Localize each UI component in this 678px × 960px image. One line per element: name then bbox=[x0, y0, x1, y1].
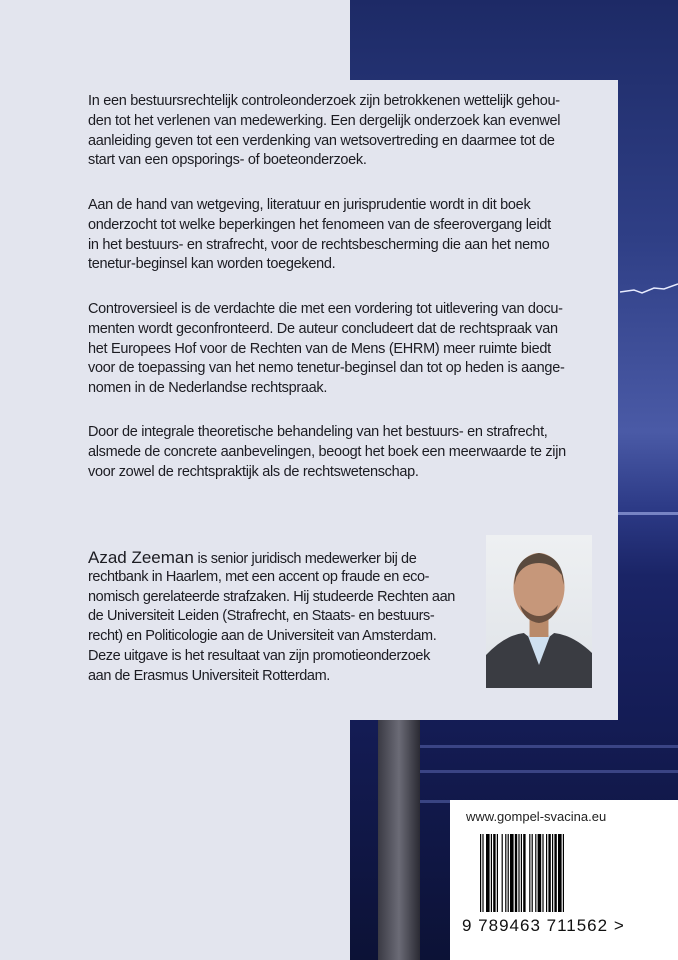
barcode-bar bbox=[546, 834, 547, 912]
text-line: den tot het verlenen van medewerking. Een dergelijk onderzoek kan evenwel bbox=[88, 112, 561, 129]
text-line: menten wordt geconfronteerd. De auteur concludeert dat de rechtspraak van bbox=[88, 320, 558, 337]
barcode-bar bbox=[486, 834, 490, 912]
pier-plank bbox=[420, 745, 678, 748]
text-line: nomisch gerelateerde strafzaken. Hij studeerde Rechten aan bbox=[88, 588, 455, 605]
barcode-bar bbox=[508, 834, 509, 912]
text-line: voor zowel de rechtspraktijk als de rechtswetenschap. bbox=[88, 463, 419, 480]
description-paragraph-4 bbox=[88, 423, 566, 482]
text-line: voor de toepassing van het nemo tenetur-beginsel dan tot op heden is aange- bbox=[88, 360, 565, 377]
text-line: Door de integrale theoretische behandeling van het bestuurs- en strafrecht, bbox=[88, 424, 548, 440]
text-line: in het bestuurs- en strafrecht, voor de rechtsbescherming die aan het nemo bbox=[88, 236, 550, 253]
text-line: In een bestuursrechtelijk controleonderzoek zijn betrokkenen wettelijk gehou- bbox=[88, 93, 560, 109]
description-paragraph-2 bbox=[88, 196, 551, 275]
pier-post bbox=[378, 720, 420, 960]
author-portrait bbox=[486, 535, 592, 688]
text-line: de Universiteit Leiden (Strafrecht, en Staats- en bestuurs- bbox=[88, 608, 435, 625]
isbn-barcode bbox=[480, 834, 600, 912]
barcode-bar bbox=[505, 834, 506, 912]
barcode-bar bbox=[491, 834, 492, 912]
text-line: aan de Erasmus Universiteit Rotterdam. bbox=[88, 667, 330, 684]
text-line: recht) en Politicologie aan de Universiteit van Amsterdam. bbox=[88, 628, 437, 645]
barcode-bar bbox=[529, 834, 530, 912]
text-line: tenetur-beginsel kan worden toegekend. bbox=[88, 256, 336, 273]
pier-plank bbox=[420, 770, 678, 773]
barcode-bar bbox=[521, 834, 522, 912]
text-line: is senior juridisch medewerker bij de bbox=[193, 551, 417, 567]
barcode-bar bbox=[502, 834, 503, 912]
author-bio bbox=[88, 548, 455, 687]
barcode-bar bbox=[532, 834, 533, 912]
text-line: Aan de hand van wetgeving, literatuur en jurisprudentie wordt in dit boek bbox=[88, 197, 531, 213]
barcode-bar bbox=[518, 834, 519, 912]
barcode-bar bbox=[515, 834, 517, 912]
barcode-bar bbox=[538, 834, 542, 912]
barcode-bar bbox=[493, 834, 495, 912]
text-line: aanleiding geven tot een verdenking van wetsovertreding en daarmee tot de bbox=[88, 132, 555, 149]
isbn-number: 9 789463 711562 > bbox=[462, 916, 625, 935]
barcode-bar bbox=[563, 834, 564, 912]
lightning-bolt bbox=[620, 282, 678, 296]
text-line: onderzocht tot welke beperkingen het fenomeen van de sfeerovergang leidt bbox=[88, 216, 551, 233]
barcode-bar bbox=[548, 834, 550, 912]
barcode-bar bbox=[482, 834, 483, 912]
publisher-url[interactable]: www.gompel-svacina.eu bbox=[466, 809, 607, 824]
text-line: het Europees Hof voor de Rechten van de Mens (EHRM) meer ruimte biedt bbox=[88, 340, 551, 357]
text-line: nomen in de Nederlandse rechtspraak. bbox=[88, 380, 328, 397]
barcode-bar bbox=[523, 834, 525, 912]
barcode-bar bbox=[510, 834, 514, 912]
text-line: start van een opsporings- of boeteonderzoek. bbox=[88, 152, 367, 169]
barcode-bar bbox=[535, 834, 536, 912]
barcode-bar bbox=[552, 834, 553, 912]
barcode-bar bbox=[542, 834, 543, 912]
barcode-bar bbox=[554, 834, 556, 912]
text-line: alsmede de concrete aanbevelingen, beoogt het boek een meerwaarde te zijn bbox=[88, 443, 566, 460]
text-line: Controversieel is de verdachte die met een vordering tot uitlevering van docu- bbox=[88, 301, 563, 317]
barcode-bar bbox=[497, 834, 498, 912]
text-line: Deze uitgave is het resultaat van zijn promotieonderzoek bbox=[88, 647, 430, 664]
description-paragraph-3 bbox=[88, 300, 565, 399]
description-paragraph-1 bbox=[88, 92, 560, 171]
author-name: Azad Zeeman bbox=[88, 548, 194, 567]
text-line: rechtbank in Haarlem, met een accent op fraude en eco- bbox=[88, 568, 430, 585]
barcode-bar bbox=[480, 834, 481, 912]
barcode-box bbox=[450, 800, 678, 960]
barcode-bar bbox=[558, 834, 562, 912]
